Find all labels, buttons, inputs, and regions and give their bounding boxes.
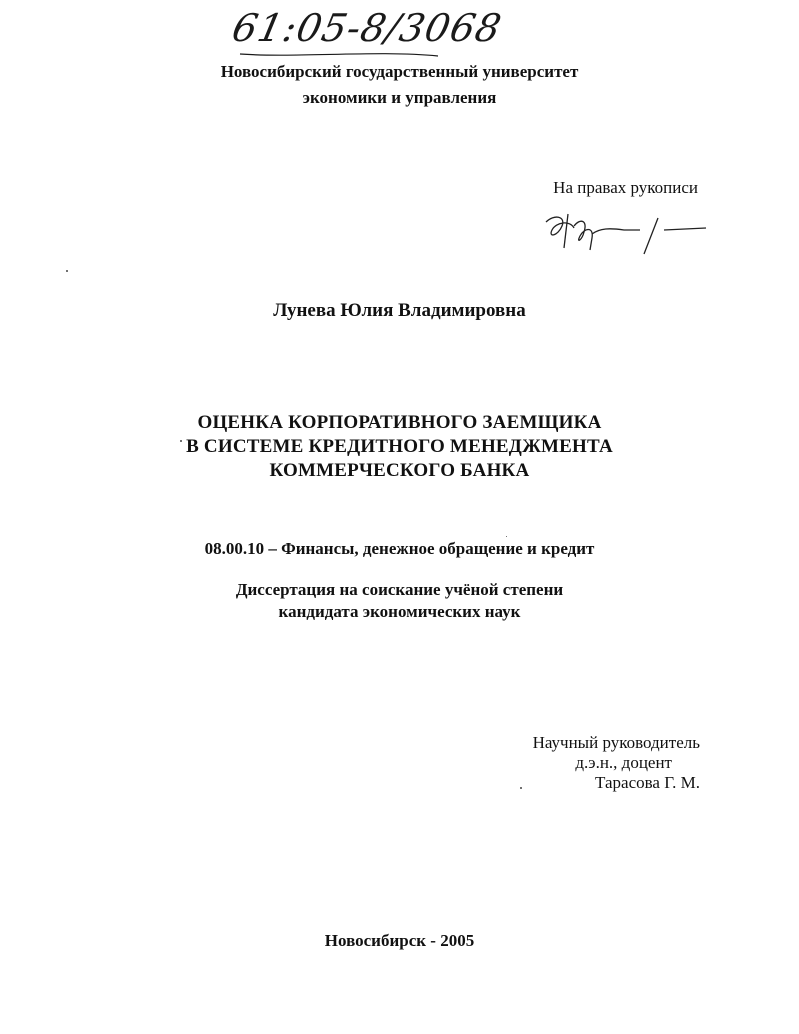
manuscript-rights-label: На правах рукописи <box>553 178 698 197</box>
dissertation-title-line: В СИСТЕМЕ КРЕДИТНОГО МЕНЕДЖМЕНТА <box>186 436 613 457</box>
dissertation-title-line: КОММЕРЧЕСКОГО БАНКА <box>269 460 530 481</box>
degree-line-1: Диссертация на соискание учёной степени <box>235 580 564 599</box>
scan-speck <box>66 270 68 272</box>
supervisor-degree: д.э.н., доцент <box>575 753 672 772</box>
archive-number: 61:05-8/3068 <box>228 6 506 50</box>
scan-speck <box>180 440 182 442</box>
university-name-line-1: Новосибирский государственный университет <box>220 62 579 81</box>
city-year: Новосибирск - 2005 <box>324 931 475 950</box>
supervisor-name: Тарасова Г. М. <box>595 773 700 792</box>
author-name: Лунева Юлия Владимировна <box>273 300 526 321</box>
university-name-line-2: экономики и управления <box>302 88 497 107</box>
scan-speck <box>506 536 507 537</box>
author-signature <box>540 208 710 260</box>
degree-line-2: кандидата экономических наук <box>278 602 521 621</box>
specialty-code: 08.00.10 – Финансы, денежное обращение и кредит <box>204 539 595 558</box>
supervisor-role: Научный руководитель <box>532 733 700 752</box>
scan-speck <box>520 787 522 789</box>
dissertation-title-line: ОЦЕНКА КОРПОРАТИВНОГО ЗАЕМЩИКА <box>197 412 602 433</box>
